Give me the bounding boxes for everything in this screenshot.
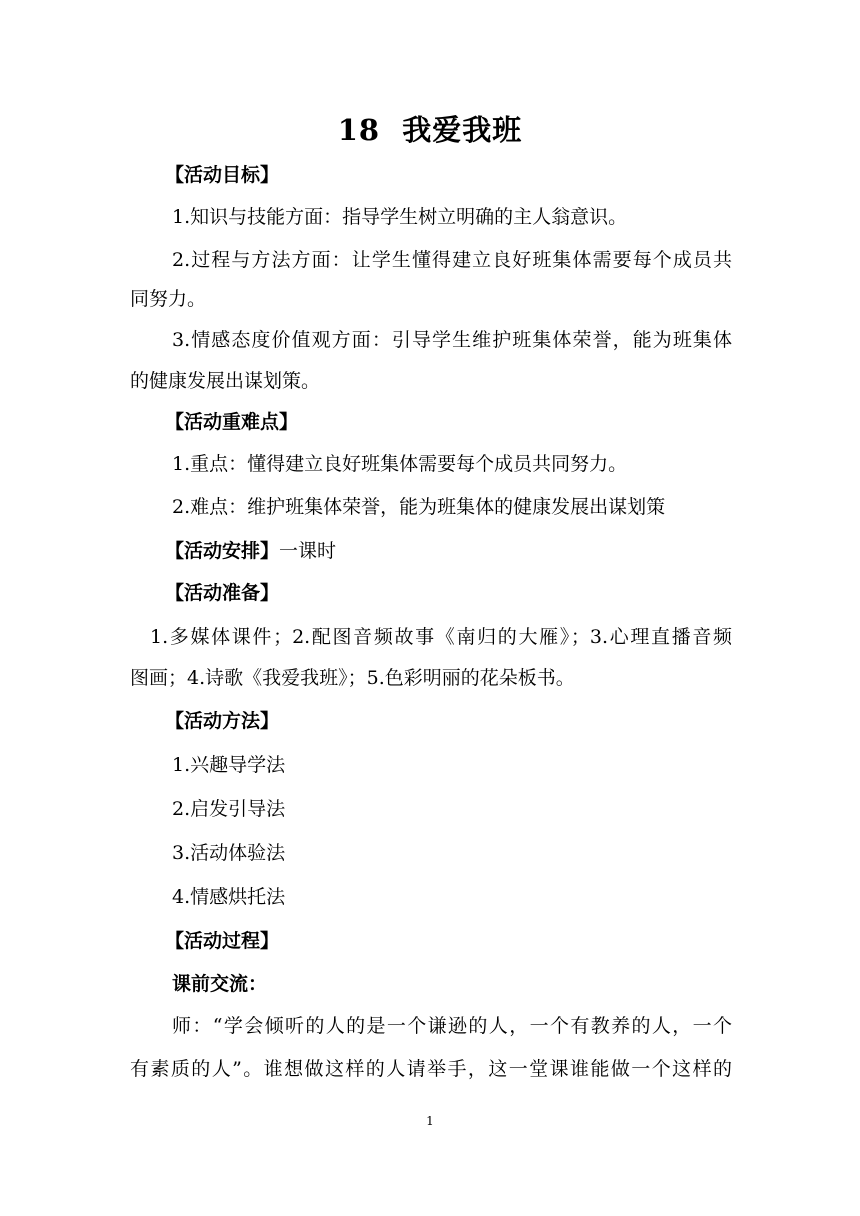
methods-heading: 【活动方法】 — [165, 710, 280, 732]
method-item-3: 3.活动体验法 — [172, 842, 286, 864]
teacher-line-2: 有素质的人”。谁想做这样的人请举手，这一堂课谁能做一个这样的 — [130, 1058, 732, 1080]
preparation-line-2: 图画；4.诗歌《我爱我班》；5.色彩明丽的花朵板书。 — [130, 667, 575, 689]
teacher-line-1: 师：“学会倾听的人的是一个谦逊的人，一个有教养的人，一个 — [172, 1015, 732, 1037]
goal-item-3-line-2: 的健康发展出谋划策。 — [130, 370, 321, 392]
keypoint-item-1: 1.重点：懂得建立良好班集体需要每个成员共同努力。 — [172, 453, 628, 475]
method-item-1: 1.兴趣导学法 — [172, 754, 286, 776]
goals-heading: 【活动目标】 — [165, 164, 280, 186]
process-heading: 【活动过程】 — [165, 930, 280, 952]
arrangement-heading — [165, 538, 336, 564]
goal-item-2-line-1: 2.过程与方法方面：让学生懂得建立良好班集体需要每个成员共 — [172, 249, 732, 271]
preparation-line-1: 1.多媒体课件；2.配图音频故事《南归的大雁》；3.心理直播音频 — [150, 626, 732, 648]
pre-class-heading: 课前交流： — [172, 973, 268, 995]
arrangement-value: 一课时 — [279, 540, 337, 562]
document-title: 18 我爱我班 — [337, 113, 523, 147]
method-item-2: 2.启发引导法 — [172, 798, 286, 820]
keypoints-heading: 【活动重难点】 — [165, 411, 299, 433]
preparation-heading: 【活动准备】 — [165, 582, 280, 604]
goal-item-3-line-1: 3.情感态度价值观方面：引导学生维护班集体荣誉，能为班集体 — [172, 329, 732, 351]
arrangement-heading-label: 【活动安排】 — [165, 540, 280, 562]
method-item-4: 4.情感烘托法 — [172, 886, 286, 908]
goal-item-2-line-2: 同努力。 — [130, 288, 207, 310]
goal-item-1: 1.知识与技能方面：指导学生树立明确的主人翁意识。 — [172, 206, 628, 228]
page-number: 1 — [426, 1114, 434, 1128]
keypoint-item-2: 2.难点：维护班集体荣誉，能为班集体的健康发展出谋划策 — [172, 496, 666, 518]
